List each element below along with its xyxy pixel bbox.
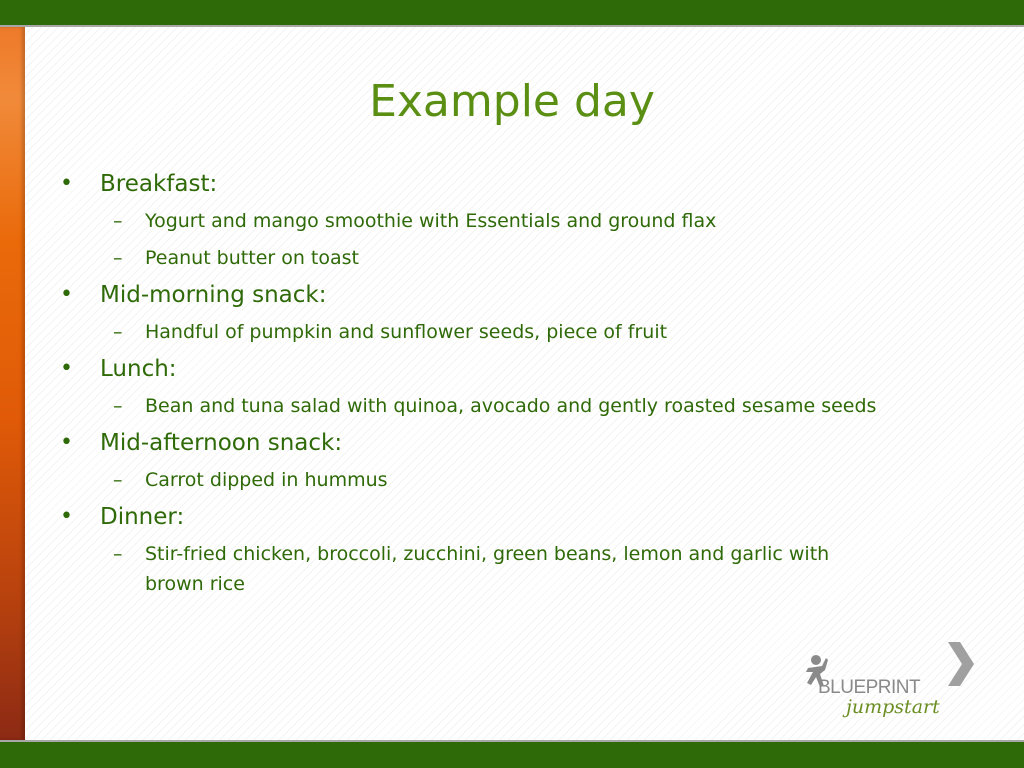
sub-item-text: Yogurt and mango smoothie with Essentials and ground flax	[145, 210, 717, 232]
top-bar	[0, 0, 1024, 27]
sub-item	[60, 243, 960, 273]
logo-line2: jumpstart	[846, 696, 940, 718]
list-item-mid-morning	[60, 281, 960, 347]
list-item-lunch	[60, 355, 960, 421]
sub-item	[60, 539, 960, 599]
dash-icon: –	[113, 321, 123, 343]
list-item-dinner	[60, 503, 960, 599]
sub-item-text: Handful of pumpkin and sunflower seeds, piece of fruit	[145, 321, 668, 343]
sub-item	[60, 391, 960, 421]
dash-icon: –	[113, 395, 123, 417]
sub-item-text: Bean and tuna salad with quinoa, avocado and gently roasted sesame seeds	[145, 395, 877, 417]
bullet-icon: •	[60, 282, 73, 307]
content-list	[60, 162, 960, 606]
bullet-item	[60, 170, 960, 198]
dash-icon: –	[113, 210, 123, 232]
bullet-item	[60, 281, 960, 309]
logo-line1: BLUEPRINT	[818, 677, 921, 698]
bullet-icon: •	[60, 356, 73, 381]
bullet-icon: •	[60, 504, 73, 529]
blueprint-jumpstart-logo	[800, 638, 980, 722]
bottom-bar	[0, 740, 1024, 768]
bullet-label: Dinner:	[100, 504, 185, 530]
bullet-label: Breakfast:	[100, 171, 218, 197]
bullet-icon: •	[60, 171, 73, 196]
bullet-icon: •	[60, 430, 73, 455]
sub-item	[60, 465, 960, 495]
bullet-label: Lunch:	[100, 356, 177, 382]
sub-item-text: Stir-fried chicken, broccoli, zucchini, green beans, lemon and garlic with brown rice	[145, 543, 830, 595]
chevron-right-icon	[948, 642, 974, 686]
bullet-label: Mid-morning snack:	[100, 282, 327, 308]
sub-item	[60, 206, 960, 236]
dash-icon: –	[113, 247, 123, 269]
dash-icon: –	[113, 469, 123, 491]
list-item-breakfast	[60, 170, 960, 273]
sub-item-text: Carrot dipped in hummus	[145, 469, 388, 491]
bullet-item	[60, 355, 960, 383]
sub-item-text: Peanut butter on toast	[145, 247, 360, 269]
slide-title: Example day	[369, 76, 655, 127]
bullet-item	[60, 503, 960, 531]
dash-icon: –	[113, 543, 123, 565]
sub-item	[60, 317, 960, 347]
list-item-mid-afternoon	[60, 429, 960, 495]
bullet-item	[60, 429, 960, 457]
bullet-label: Mid-afternoon snack:	[100, 430, 343, 456]
left-stripe	[0, 27, 25, 740]
